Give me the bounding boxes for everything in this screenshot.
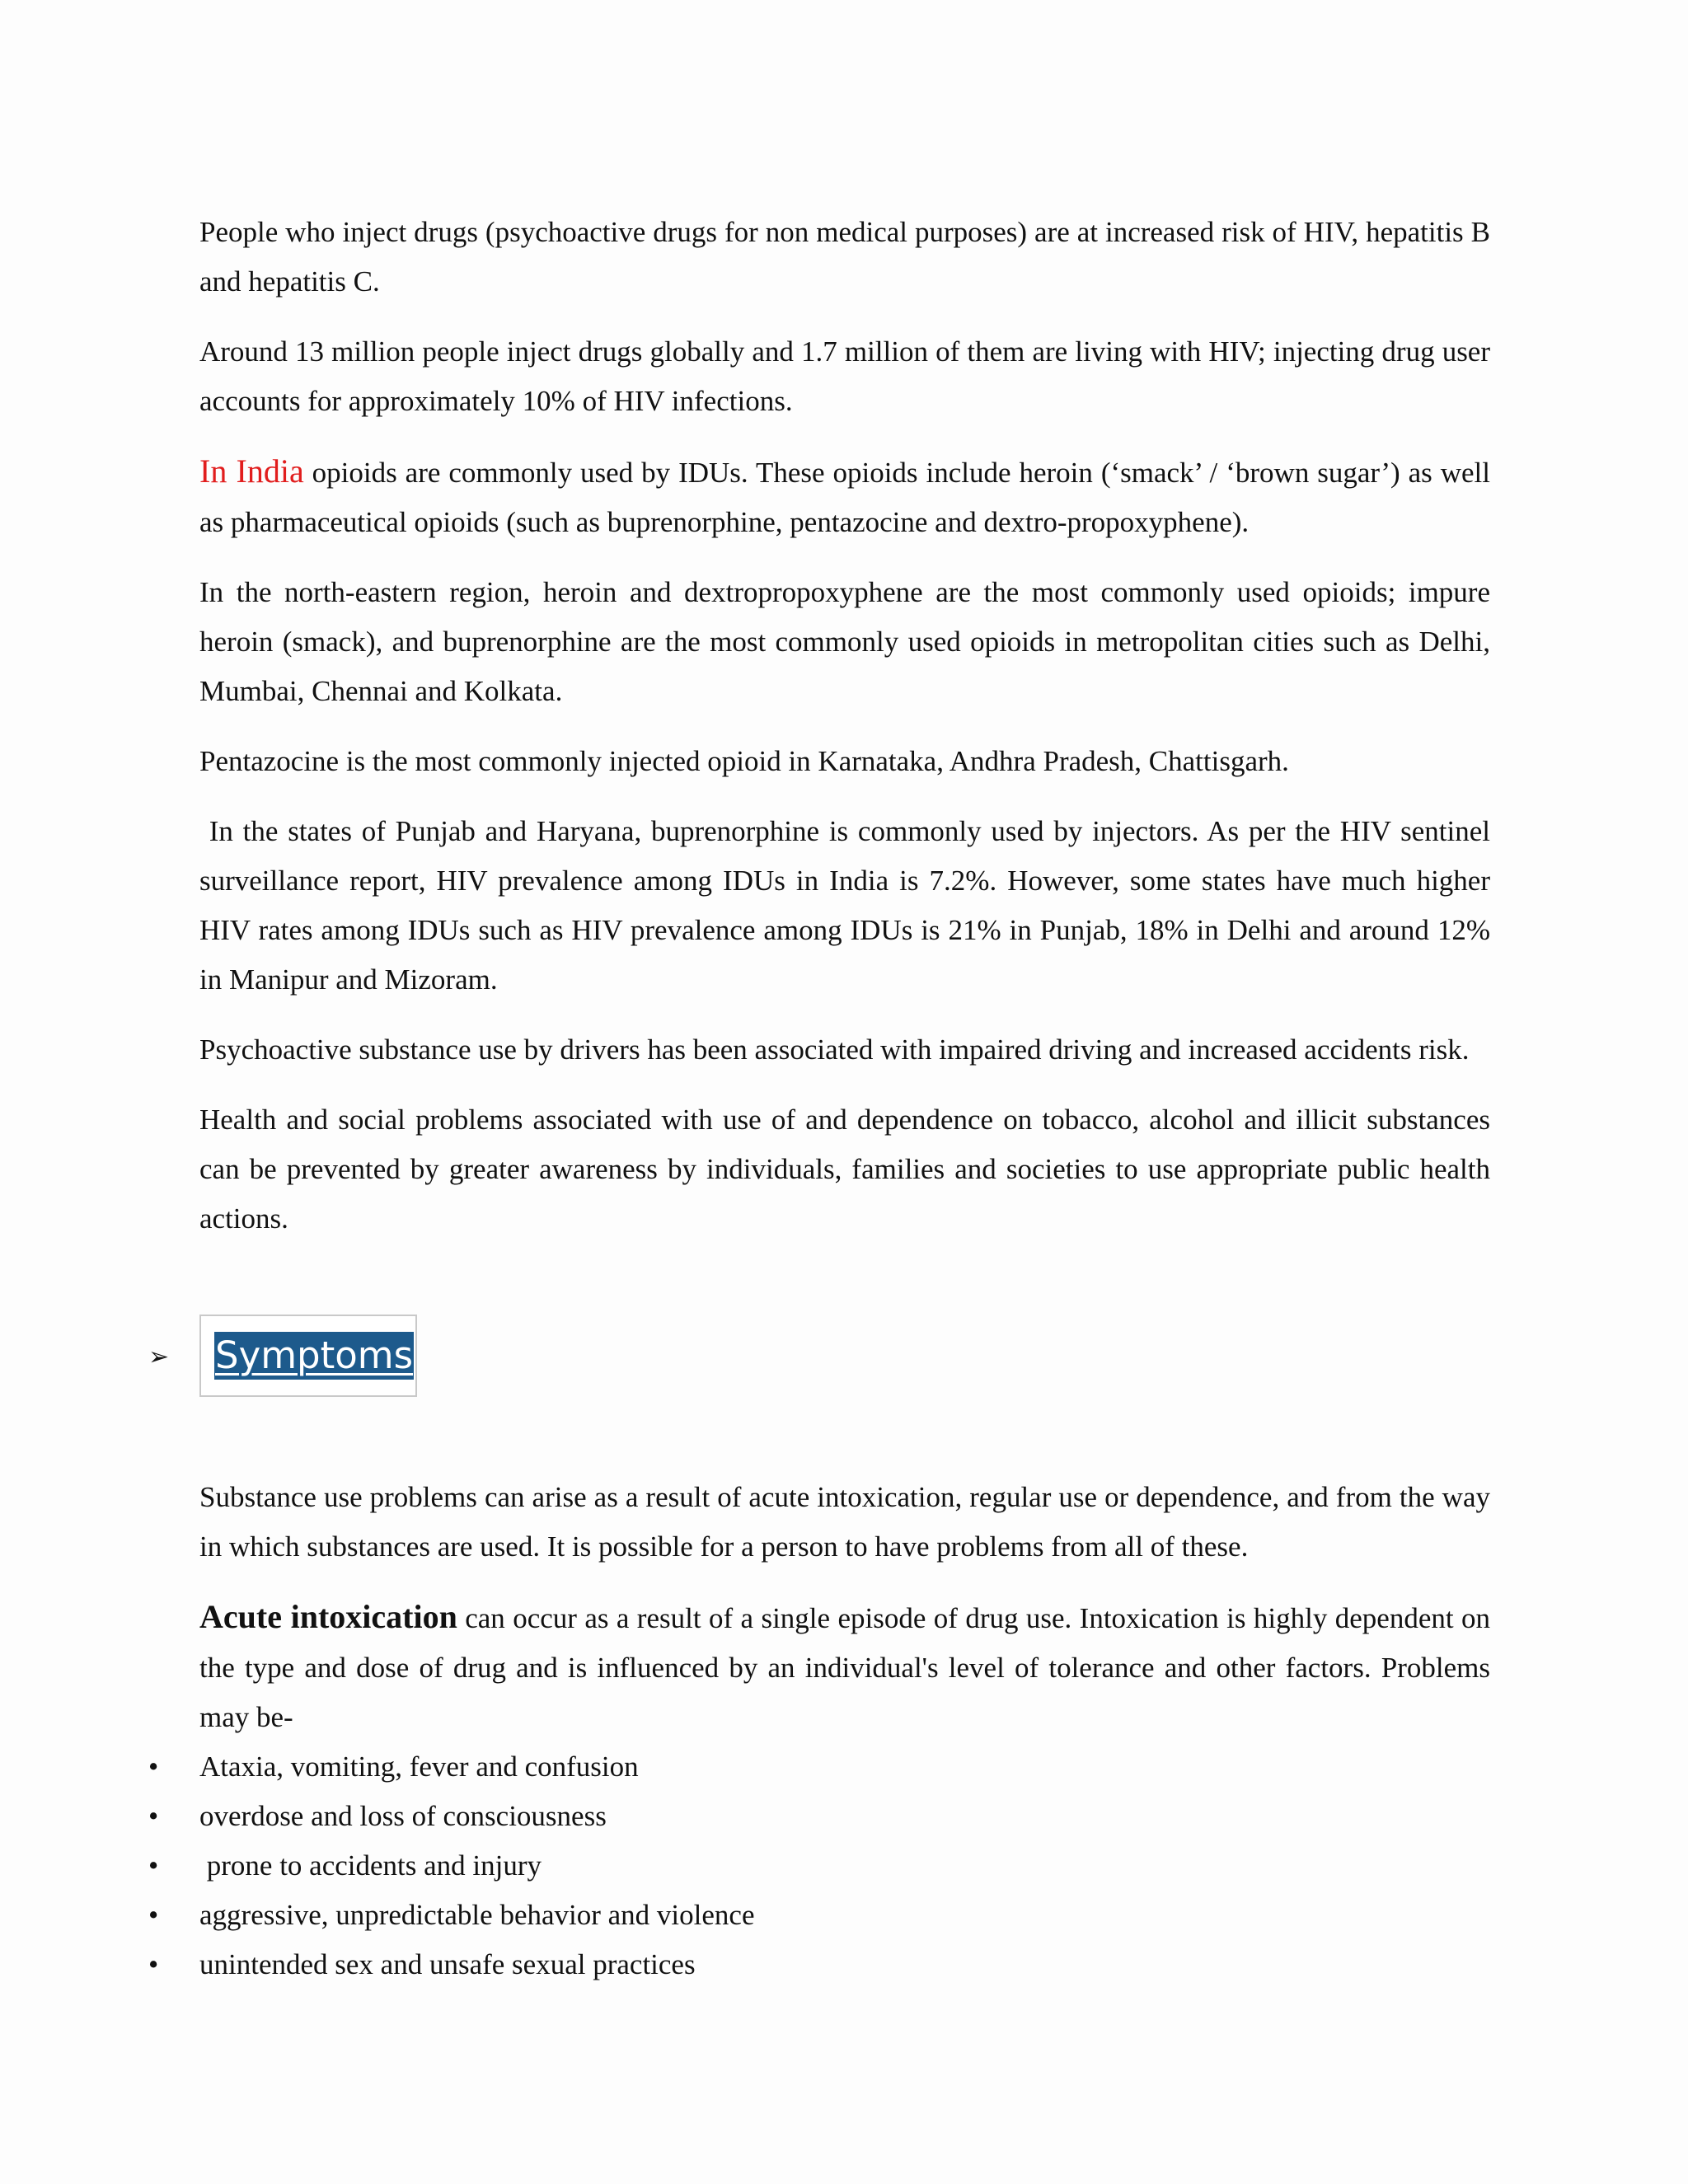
list-item-text: prone to accidents and injury <box>199 1849 542 1882</box>
paragraph-hiv-risk: People who inject drugs (psychoactive drugs for non medical purposes) are at increased risk of HIV, hepatitis B and hepatitis C. <box>199 216 1490 298</box>
paragraph-drivers: Psychoactive substance use by drivers has been associated with impaired driving and increased accidents risk. <box>199 1033 1470 1066</box>
list-item <box>148 1891 1490 1940</box>
paragraph-india-opioids <box>199 447 1490 547</box>
paragraph-substance-problems: Substance use problems can arise as a result of acute intoxication, regular use or dependence, and from the way in which substances are used. It is possible for a person to have problems from all of these. <box>199 1481 1490 1563</box>
paragraph-north-east: In the north-eastern region, heroin and dextropropoxyphene are the most commonly used opioids; impure heroin (smack), and buprenorphine are the most commonly used opioids in metropolitan cities such as Delhi, Mumbai, Chennai and Kolkata. <box>199 576 1490 707</box>
paragraph-prevention: Health and social problems associated with use of and dependence on tobacco, alcohol and illicit substances can be prevented by greater awareness by individuals, families and societies to use appropriate public health actions. <box>199 1104 1490 1235</box>
paragraph-acute-intoxication <box>199 1592 1490 1742</box>
list-item-text: aggressive, unpredictable behavior and violence <box>199 1899 755 1931</box>
india-opioids-text: opioids are commonly used by IDUs. These opioids include heroin (‘smack’ / ‘brown sugar’) as well as pharmaceutical opioids (such as buprenorphine, pentazocine and dextro-propoxyphene). <box>199 457 1490 538</box>
list-item <box>148 1792 1490 1841</box>
bullet-icon: • <box>148 1849 159 1882</box>
problems-list <box>148 1742 1490 1990</box>
acute-intoxication-term: Acute intoxication <box>199 1598 457 1635</box>
bullet-icon: • <box>148 1899 159 1931</box>
paragraph-pentazocine: Pentazocine is the most commonly injected opioid in Karnataka, Andhra Pradesh, Chattisgarh. <box>199 745 1289 777</box>
bullet-icon: • <box>148 1750 159 1783</box>
list-item-text: unintended sex and unsafe sexual practices <box>199 1948 696 1980</box>
document-body <box>148 208 1498 1990</box>
list-item <box>148 1940 1490 1990</box>
india-highlight: In India <box>199 452 304 490</box>
acute-intoxication-text: can occur as a result of a single episode of drug use. Intoxication is highly dependent on the type and dose of drug and is influenced by an individual's level of tolerance and other factors. Problems may be- <box>199 1602 1490 1733</box>
list-item <box>148 1841 1490 1891</box>
paragraph-punjab-haryana: In the states of Punjab and Haryana, buprenorphine is commonly used by injectors. As per the HIV sentinel surveillance report, HIV prevalence among IDUs in India is 7.2%. However, some states have much higher HIV rates among IDUs such as HIV prevalence among IDUs is 21% in Punjab, 18% in Delhi and around 12% in Manipur and Mizoram. <box>199 815 1498 996</box>
arrow-bullet-icon: ➢ <box>148 1343 170 1371</box>
list-item-text: Ataxia, vomiting, fever and confusion <box>199 1750 639 1783</box>
bullet-icon: • <box>148 1948 159 1980</box>
list-item-text: overdose and loss of consciousness <box>199 1800 607 1832</box>
paragraph-global-stats: Around 13 million people inject drugs globally and 1.7 million of them are living with HIV; injecting drug user accounts for approximately 10% of HIV infections. <box>199 335 1490 417</box>
bullet-icon: • <box>148 1800 159 1832</box>
symptoms-heading-row <box>148 1315 1490 1400</box>
list-item <box>148 1742 1490 1792</box>
symptoms-heading-box <box>199 1315 417 1397</box>
symptoms-heading: Symptoms <box>214 1332 414 1380</box>
